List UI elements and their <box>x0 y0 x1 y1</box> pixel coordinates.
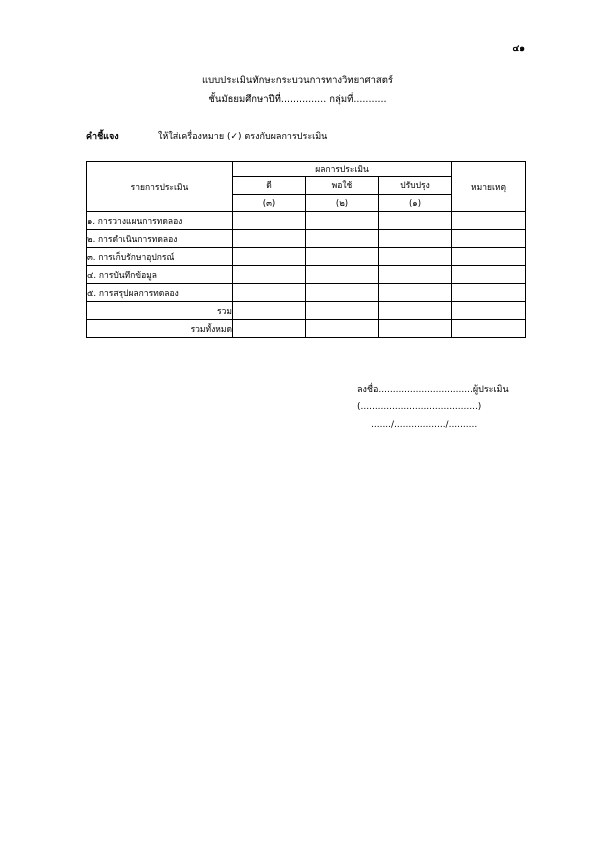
page-number: ๔๑ <box>512 44 525 54</box>
check-cell-fair[interactable] <box>306 266 379 284</box>
item-label: ๓. การเก็บรักษาอุปกรณ์ <box>87 248 233 266</box>
table-row <box>87 248 526 266</box>
check-cell-good[interactable] <box>233 284 306 302</box>
grand-total-cell-fair[interactable] <box>306 320 379 338</box>
form-title: แบบประเมินทักษะกระบวนการทางวิทยาศาสตร์ <box>202 75 393 86</box>
evaluation-date-line: ......./................../.......... <box>371 420 478 430</box>
item-label: ๔. การบันทึกข้อมูล <box>87 266 233 284</box>
table-row <box>87 212 526 230</box>
level-improve-header: ปรับปรุง <box>379 177 452 194</box>
instruction-text: ให้ใส่เครื่องหมาย (✓) ตรงกับผลการประเมิน <box>158 132 328 142</box>
total-cell-improve[interactable] <box>379 302 452 320</box>
check-cell-good[interactable] <box>233 266 306 284</box>
total-cell-fair[interactable] <box>306 302 379 320</box>
check-cell-good[interactable] <box>233 230 306 248</box>
evaluation-table <box>86 161 526 338</box>
check-cell-improve[interactable] <box>379 212 452 230</box>
evaluator-name-line: (.........................................) <box>357 402 482 412</box>
check-cell-improve[interactable] <box>379 248 452 266</box>
instruction-label: คำชี้แจง <box>86 132 119 142</box>
check-cell-fair[interactable] <box>306 248 379 266</box>
grand-total-note-cell[interactable] <box>452 320 526 338</box>
level-good-score: (๓) <box>233 194 306 211</box>
check-cell-fair[interactable] <box>306 230 379 248</box>
grand-total-cell-improve[interactable] <box>379 320 452 338</box>
evaluator-signature-line: ลงชื่อ.................................ผู้ประเมิน <box>357 385 509 395</box>
table-row <box>87 266 526 284</box>
note-cell[interactable] <box>452 212 526 230</box>
check-cell-improve[interactable] <box>379 284 452 302</box>
total-label: รวม <box>87 302 233 320</box>
grand-total-row <box>87 320 526 338</box>
check-cell-good[interactable] <box>233 212 306 230</box>
note-cell[interactable] <box>452 248 526 266</box>
item-label: ๒. การดำเนินการทดลอง <box>87 230 233 248</box>
grand-total-cell-good[interactable] <box>233 320 306 338</box>
total-row <box>87 302 526 320</box>
total-cell-good[interactable] <box>233 302 306 320</box>
result-column-header: ผลการประเมิน <box>233 162 452 177</box>
check-cell-fair[interactable] <box>306 284 379 302</box>
note-cell[interactable] <box>452 266 526 284</box>
level-fair-header: พอใช้ <box>306 177 379 194</box>
note-cell[interactable] <box>452 284 526 302</box>
check-cell-good[interactable] <box>233 248 306 266</box>
form-subtitle: ชั้นมัธยมศึกษาปีที่............... กลุ่มที่........... <box>208 94 387 105</box>
check-cell-improve[interactable] <box>379 230 452 248</box>
note-cell[interactable] <box>452 230 526 248</box>
level-good-header: ดี <box>233 177 306 194</box>
level-improve-score: (๑) <box>379 194 452 211</box>
table-row <box>87 284 526 302</box>
grand-total-label: รวมทั้งหมด <box>87 320 233 338</box>
note-column-header: หมายเหตุ <box>452 162 526 212</box>
item-label: ๑. การวางแผนการทดลอง <box>87 212 233 230</box>
item-column-header: รายการประเมิน <box>87 162 233 212</box>
table-row <box>87 230 526 248</box>
check-cell-fair[interactable] <box>306 212 379 230</box>
total-note-cell[interactable] <box>452 302 526 320</box>
level-fair-score: (๒) <box>306 194 379 211</box>
item-label: ๕. การสรุปผลการทดลอง <box>87 284 233 302</box>
check-cell-improve[interactable] <box>379 266 452 284</box>
